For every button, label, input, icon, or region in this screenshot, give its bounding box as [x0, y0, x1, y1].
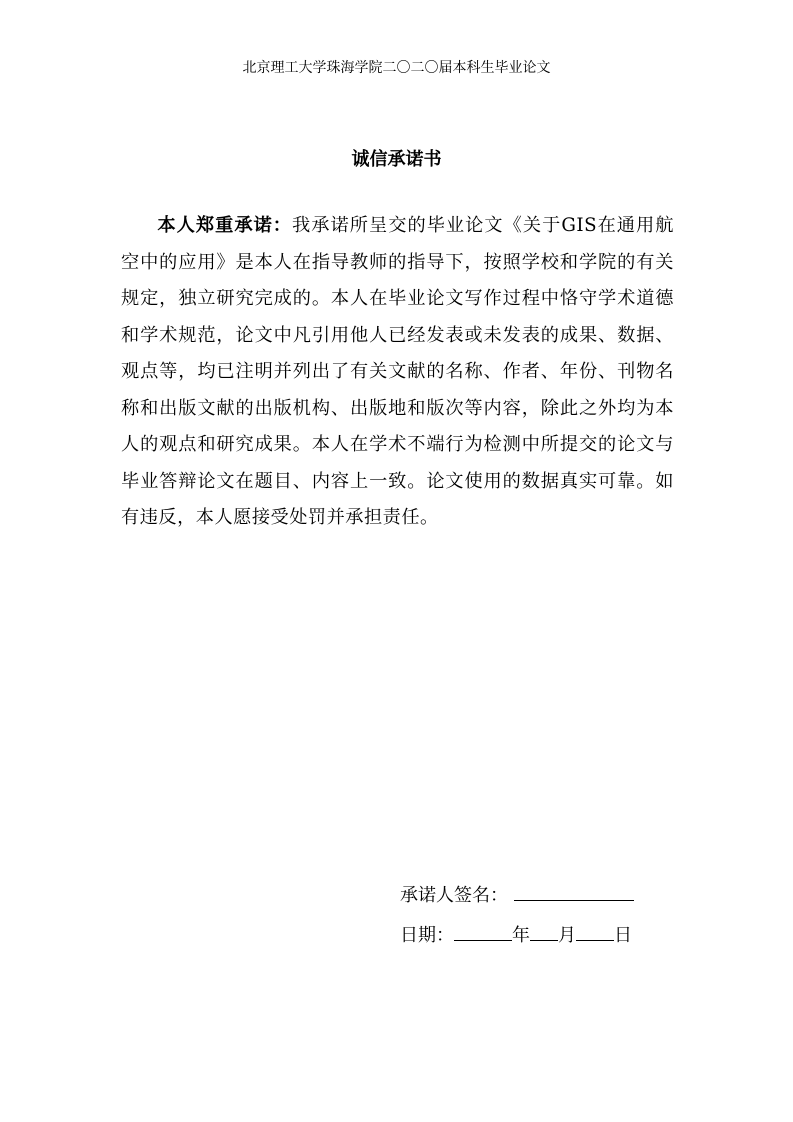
statement-paragraph	[121, 208, 674, 537]
signature-blank[interactable]	[514, 880, 634, 901]
year-blank[interactable]	[454, 920, 512, 941]
signature-line	[400, 880, 634, 909]
date-label: 日期：	[400, 925, 454, 946]
statement-body: 我承诺所呈交的毕业论文《关于GIS在通用航空中的应用》是本人在指导教师的指导下，按照学校和学院的有关规定，独立研究完成的。本人在毕业论文写作过程中恪守学术道德和学术规范，论文中凡引用他人已经发表或未发表的成果、数据、观点等，均已注明并列出了有关文献的名称、作者、年份、刊物名称和出版文献的出版机构、出版地和版次等内容，除此之外均为本人的观点和研究成果。本人在学术不端行为检测中所提交的论文与毕业答辩论文在题目、内容上一致。论文使用的数据真实可靠。如有违反，本人愿接受处罚并承担责任。	[121, 215, 674, 528]
document-title: 诚信承诺书	[351, 149, 442, 170]
day-blank[interactable]	[576, 920, 614, 941]
year-label: 年	[512, 925, 530, 946]
statement-lead: 本人郑重承诺：	[157, 215, 293, 236]
page-header: 北京理工大学珠海学院二〇二〇届本科生毕业论文	[242, 60, 551, 76]
date-line	[400, 920, 632, 949]
day-label: 日	[614, 925, 632, 946]
signature-label: 承诺人签名：	[400, 885, 508, 906]
month-label: 月	[558, 925, 576, 946]
month-blank[interactable]	[530, 920, 558, 941]
